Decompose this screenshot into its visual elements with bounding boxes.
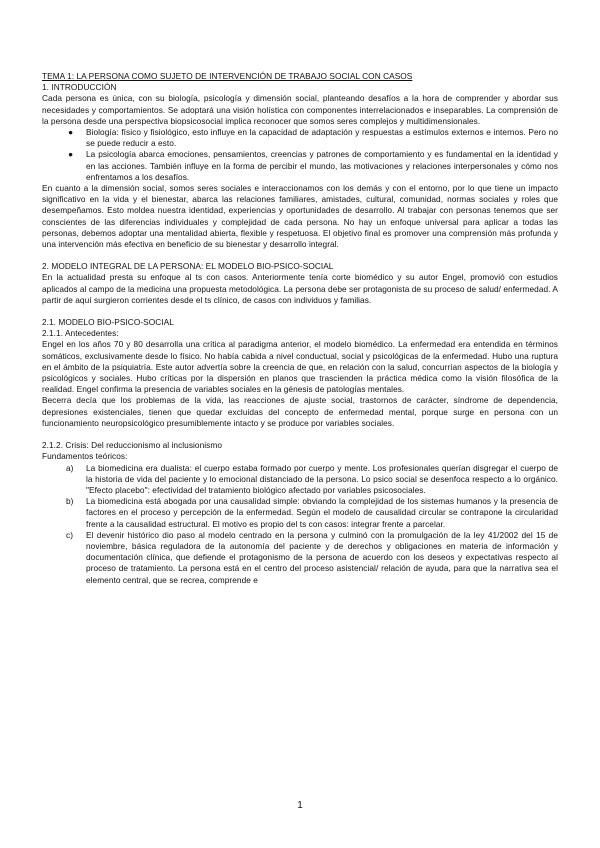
- list-item: [42, 463, 558, 497]
- list-item: [42, 530, 558, 586]
- bullet-marker: ●: [68, 149, 74, 160]
- item-text: El devenir histórico dio paso al modelo centrado en la persona y culminó con la promulgación de la ley 41/2002 del 15 de noviembre, básica reguladora de la autonomía del paciente y de derechos y obligaciones en materia de información y documentación clínica, que defiende el protagonismo de la persona de acuerdo con los deseos y expectativas respecto al proceso de tratamiento. La persona está en el centro del proceso asistencial/ relación de ayuda, para que la narrativa sea el elemento central, que se recrea, comprende e: [86, 529, 558, 585]
- item-marker: c): [66, 529, 74, 540]
- list-item: [42, 496, 558, 530]
- item-text: La biomedicina era dualista: el cuerpo estaba formado por cuerpo y mente. Los profesionales querían disgregar el cuerpo de la historia de vida del paciente y lo emocional distanciado de la persona. Lo psico social se desenfoca respecto a lo orgánico. "Efecto placebo": efectividad del tratamiento biológico afectado por variables psicosociales.: [86, 462, 558, 495]
- section-2-paragraph-1: En la actualidad presta su enfoque al ts con casos. Anteriormente tenía corte biomédico y su autor Engel, promovió con estudios aplicados al campo de la medicina una propuesta metodológica. La persona debe ser protagonista de su proceso de salud/ enfermedad. A partir de aquí surgieron corrientes desde el ts clínico, de casos con individuos y familias.: [42, 272, 558, 305]
- section-1-bullet-list: [42, 127, 558, 183]
- spacer: [42, 250, 558, 261]
- spacer: [42, 429, 558, 440]
- section-1-paragraph-2: En cuanto a la dimensión social, somos seres sociales e interaccionamos con los demás y con el entorno, por lo que tiene un impacto significativo en la vida y el bienestar, abarca las relaciones familiares, amistades, cultural, comunidad, normas sociales y roles que desempeñamos. Esto moldea nuestra identidad, experiencias y oportunidades de desarrollo. Al trabajar con personas tenemos que ser conscientes de las diferencias individuales y complejidad de cada persona. No hay un enfoque universal para aplicar a todas las personas, debemos adoptar una mentalidad abierta, flexible y respetuosa. El objetivo final es promover una comprensión más profunda y una intervención más efectiva en beneficio de su bienestar y desarrollo integral.: [42, 183, 558, 250]
- bullet-text: Biología: físico y fisiológico, esto influye en la capacidad de adaptación y respuestas a estímulos externos e internos. Pero no se puede reducir a esto.: [86, 127, 558, 149]
- page-number: 1: [297, 800, 303, 811]
- item-marker: a): [66, 462, 74, 473]
- section-2-1-1-paragraph-1: Engel en los años 70 y 80 desarrolla una crítica al paradigma anterior, el modelo biomédico. La enfermedad era entendida en términos somáticos, exclusivamente desde lo físico. No había cabida a nivel conductual, social y psicológicas de la enfermedad. Hubo una ruptura en el ámbito de la psiquiatría. Este autor advertía sobre la creencia de que, en relación con la salud, concurrían aspectos de la biología y psicológicos y sociales. Hubo críticas por la dispersión en planos que trascienden la práctica médica como la visión filosófica de la realidad. Engel confirma la presencia de variables sociales en la génesis de patologías mentales.: [42, 339, 558, 395]
- section-2-1-1-paragraph-2: Becerra decía que los problemas de la vida, las reacciones de ajuste social, trastornos de carácter, síndrome de dependencia, depresiones existenciales, tienen que quedar excluidas del concepto de enfermedad mental, porque surge en persona con un funcionamiento neuropsicológico presumiblemente intacto y se produce por variables sociales.: [42, 395, 558, 428]
- section-2-1-2-subheading: Fundamentos teóricos:: [42, 451, 128, 462]
- section-2-1-heading: 2.1. MODELO BIO-PSICO-SOCIAL: [42, 317, 174, 328]
- spacer: [42, 306, 558, 317]
- section-2-heading: 2. MODELO INTEGRAL DE LA PERSONA: EL MODELO BIO-PSICO-SOCIAL: [42, 261, 334, 272]
- item-text: La biomedicina está abogada por una causalidad simple: obviando la complejidad de los sistemas humanos y la presencia de factores en el proceso y percepción de la enfermedad. Según el modelo de causalidad circular se contrapone la circularidad frente a la causalidad estructural. El motivo es propio del ts con casos: integrar frente a parcelar.: [86, 496, 558, 529]
- document-title: TEMA 1: LA PERSONA COMO SUJETO DE INTERVENCIÓN DE TRABAJO SOCIAL CON CASOS: [42, 71, 413, 81]
- list-item: [42, 149, 558, 183]
- item-marker: b): [66, 496, 74, 507]
- section-1-paragraph-1: Cada persona es única, con su biología, psicología y dimensión social, planteando desafíos a la hora de comprender y abordar sus necesidades y comportamientos. Se adoptará una visión holística con componentes interrelacionados e inseparables. La comprensión de la persona desde una perspectiva biopsicosocial implica reconocer que somos seres complejos y multidimensionales.: [42, 93, 558, 126]
- list-item: [42, 127, 558, 149]
- bullet-text: La psicología abarca emociones, pensamientos, creencias y patrones de comportamiento y es fundamental en la identidad y en las acciones. También influye en la forma de percibir el mundo, las motivaciones y relaciones interpersonales y cómo nos enfrentamos a los desafíos.: [86, 149, 558, 182]
- fundamentos-list: [42, 463, 558, 586]
- page-content: [42, 71, 558, 586]
- section-2-1-1-subheading: 2.1.1. Antecedentes:: [42, 328, 119, 339]
- section-2-1-2-heading: 2.1.2. Crisis: Del reduccionismo al inclusionismo: [42, 440, 222, 451]
- section-1-heading: 1. INTRODUCCIÓN: [42, 82, 117, 93]
- bullet-marker: ●: [68, 127, 74, 138]
